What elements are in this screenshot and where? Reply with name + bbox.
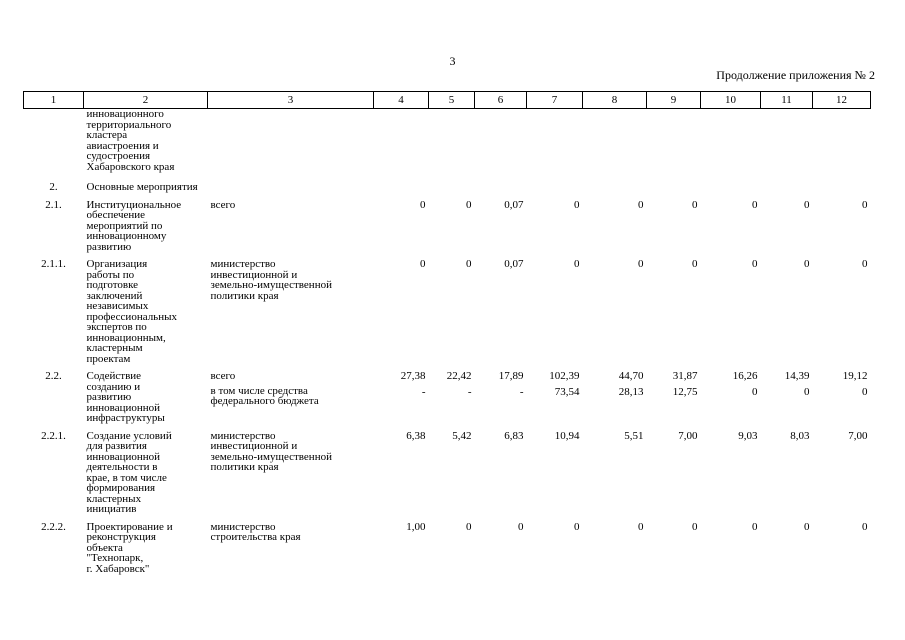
value-cell: [583, 369, 647, 429]
value-cell: 0: [752, 258, 758, 270]
value-cell: [475, 109, 527, 178]
value-cell: 5,42: [452, 429, 472, 442]
executor: всего: [210, 198, 236, 211]
executor: [208, 109, 374, 178]
column-header: 10: [701, 92, 761, 109]
value-cell: 5,51: [624, 429, 644, 442]
value-cell: [647, 109, 701, 178]
value-cell: 0: [752, 520, 758, 533]
table-row: [24, 109, 871, 178]
column-header: 2: [84, 92, 208, 109]
value-cell: [761, 369, 813, 429]
value-cell: 10,94: [554, 429, 580, 442]
value-cell: [813, 109, 871, 178]
value-federal: 12,75: [672, 385, 698, 398]
column-number-row: [24, 92, 871, 109]
value-cell: 0: [466, 258, 472, 270]
section-row: [24, 177, 871, 198]
measure-name: Институциональное обеспечение мероприятий по инновационному развитию: [86, 198, 182, 253]
row-number: 2.2.1.: [41, 429, 66, 442]
value-cell: 0: [574, 520, 580, 533]
table-row: [24, 429, 871, 520]
measure-name: Организация работы по подготовке заключений независимых профессиональных экспертов по инновационным, кластерным проектам: [86, 258, 177, 365]
value-total: 27,38: [400, 370, 426, 382]
value-total: 102,39: [549, 370, 580, 382]
value-total: 16,26: [732, 370, 758, 382]
value-cell: 0: [862, 258, 868, 270]
value-total: 17,89: [498, 370, 524, 382]
value-cell: 0: [574, 258, 580, 270]
measure-name: Проектирование и реконструкция объекта "Технопарк, г. Хабаровск": [86, 520, 173, 575]
value-cell: 0: [638, 520, 644, 533]
value-cell: [761, 109, 813, 178]
table-row: [24, 369, 871, 429]
column-header: 1: [24, 92, 84, 109]
value-cell: 0: [574, 198, 580, 211]
value-total: 14,39: [784, 370, 810, 382]
row-number: 2.2.2.: [41, 520, 66, 533]
value-cell: 6,38: [406, 429, 426, 442]
value-cell: 1,00: [406, 520, 426, 533]
value-cell: 0: [862, 198, 868, 211]
value-cell: [583, 109, 647, 178]
value-cell: 7,00: [848, 429, 868, 442]
value-total: 22,42: [446, 370, 472, 382]
value-cell: 0: [862, 520, 868, 533]
column-header: 8: [583, 92, 647, 109]
column-header: 9: [647, 92, 701, 109]
value-cell: 0,07: [504, 258, 524, 270]
value-cell: 6,83: [504, 429, 524, 442]
value-total: 44,70: [618, 370, 644, 382]
value-federal: 0: [752, 385, 758, 398]
value-cell: [374, 109, 429, 178]
row-number: 2.2.: [45, 370, 62, 382]
executor: всего: [210, 370, 236, 382]
value-cell: 0: [804, 258, 810, 270]
row-number: 2.: [49, 181, 58, 193]
measure-name: Создание условий для развития инновационной деятельности в крае, в том числе формирования кластерных инициатив: [86, 429, 172, 515]
row-number: 2.1.: [45, 198, 62, 211]
value-federal: -: [421, 385, 426, 398]
column-header: 12: [813, 92, 871, 109]
value-cell: 0: [466, 198, 472, 211]
value-cell: 9,03: [738, 429, 758, 442]
column-header: 5: [429, 92, 475, 109]
executor: министерство строительства края: [210, 520, 301, 543]
value-cell: [429, 369, 475, 429]
value-federal: 0: [804, 385, 810, 398]
value-cell: 0: [692, 258, 698, 270]
value-federal: 28,13: [618, 385, 644, 398]
value-total: 19,12: [842, 370, 868, 382]
section-title: Основные мероприятия: [86, 181, 198, 193]
value-cell: [374, 369, 429, 429]
column-header: 4: [374, 92, 429, 109]
row-number: [24, 109, 84, 178]
table-row: [24, 520, 871, 580]
value-cell: 0: [466, 520, 472, 533]
value-cell: 0: [420, 258, 426, 270]
table-row: [24, 257, 871, 369]
column-header: 11: [761, 92, 813, 109]
value-cell: 0: [692, 198, 698, 211]
page-number: 3: [449, 54, 456, 68]
value-cell: [647, 369, 701, 429]
value-cell: 0: [518, 520, 524, 533]
value-cell: 0: [638, 258, 644, 270]
value-cell: [527, 109, 583, 178]
measure-name: инновационного территориального кластера авиастроения и судостроения Хабаровского края: [86, 108, 175, 173]
value-cell: 0: [804, 198, 810, 211]
value-total: 31,87: [672, 370, 698, 382]
value-cell: 0: [638, 198, 644, 211]
appendix-note: Продолжение приложения № 2: [716, 68, 875, 82]
executor: министерство инвестиционной и земельно-имущественной политики края: [210, 258, 332, 302]
program-table: [23, 91, 871, 579]
row-number: 2.1.1.: [41, 258, 66, 270]
value-federal: -: [467, 385, 472, 398]
value-cell: [527, 369, 583, 429]
value-cell: [701, 369, 761, 429]
value-cell: 0: [692, 520, 698, 533]
executor-federal: в том числе средства федерального бюджета: [210, 384, 319, 407]
value-cell: 0: [420, 198, 426, 211]
column-header: 3: [208, 92, 374, 109]
executor-cell: [208, 369, 374, 429]
value-federal: -: [519, 385, 524, 398]
value-federal: 73,54: [554, 385, 580, 398]
value-cell: [813, 369, 871, 429]
value-cell: 0: [752, 198, 758, 211]
column-header: 7: [527, 92, 583, 109]
value-cell: [475, 369, 527, 429]
value-cell: 0: [804, 520, 810, 533]
value-cell: [701, 109, 761, 178]
column-header: 6: [475, 92, 527, 109]
table-row: [24, 198, 871, 258]
value-cell: [429, 109, 475, 178]
value-cell: 7,00: [678, 429, 698, 442]
value-cell: 0,07: [504, 198, 524, 211]
value-federal: 0: [862, 385, 868, 398]
value-cell: 8,03: [790, 429, 810, 442]
measure-name: Содействие созданию и развитию инновационной инфраструктуры: [86, 370, 165, 424]
executor: министерство инвестиционной и земельно-имущественной политики края: [210, 429, 332, 473]
